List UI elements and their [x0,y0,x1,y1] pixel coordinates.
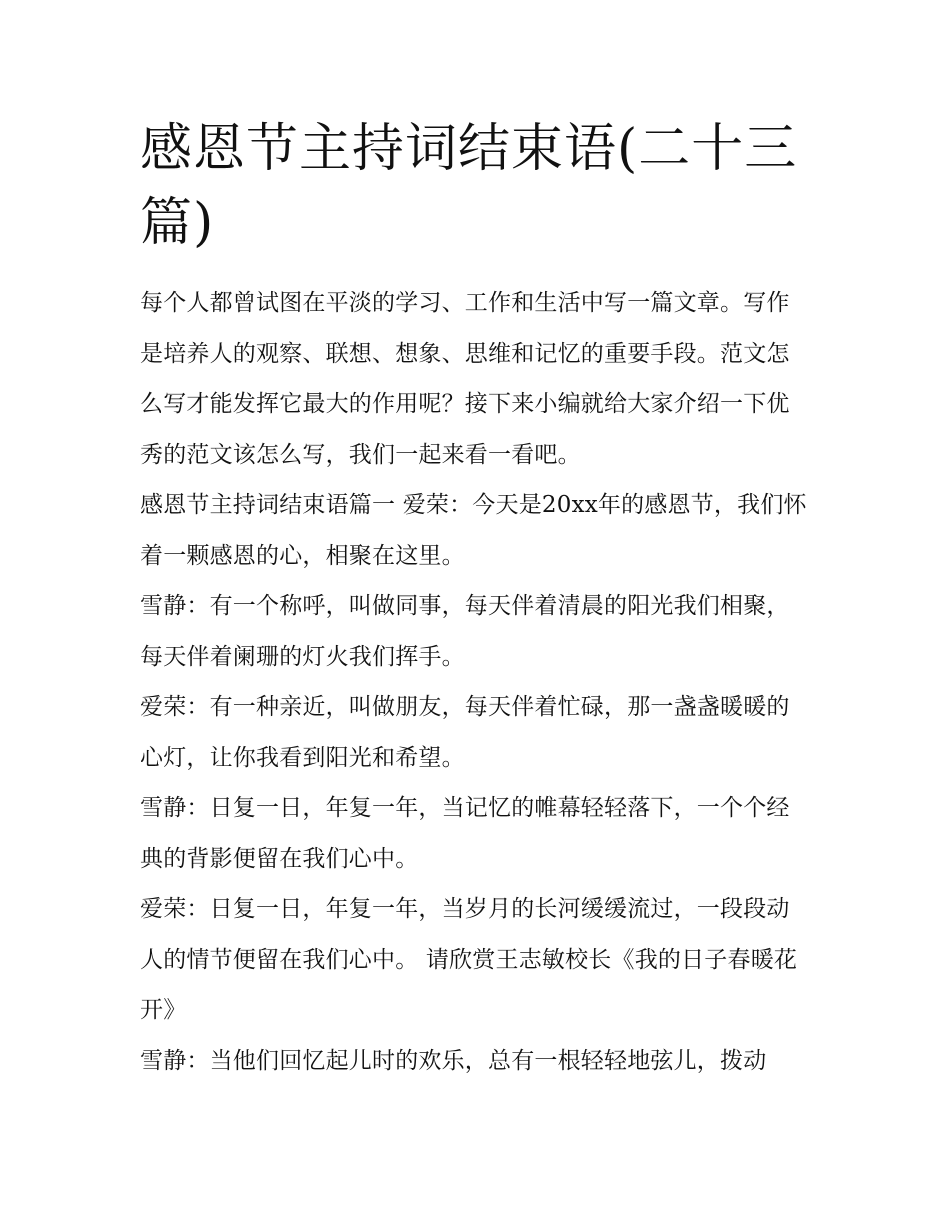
paragraph-intro: 每个人都曾试图在平淡的学习、工作和生活中写一篇文章。写作是培养人的观察、联想、想象、思维和记忆的重要手段。范文怎么写才能发挥它最大的作用呢？接下来小编就给大家介绍一下优秀的范文该怎么写，我们一起来看一看吧。 [140,290,790,468]
paragraph-dialogue: 雪静：日复一日，年复一年，当记忆的帷幕轻轻落下，一个个经典的背影便留在我们心中。 [140,795,790,872]
paragraph-dialogue: 雪静：有一个称呼，叫做同事，每天伴着清晨的阳光我们相聚，每天伴着阑珊的灯火我们挥手。 [140,593,790,670]
document-body [140,278,812,1086]
paragraph-dialogue: 爱荣：日复一日，年复一年，当岁月的长河缓缓流过，一段段动人的情节便留在我们心中。 请欣赏王志敏校长《我的日子春暖花开》 [140,896,798,1023]
paragraph-dialogue: 雪静：当他们回忆起儿时的欢乐，总有一根轻轻地弦儿，拨动 [140,1047,767,1074]
paragraph-dialogue: 爱荣：有一种亲近，叫做朋友，每天伴着忙碌，那一盏盏暖暖的心灯，让你我看到阳光和希望。 [140,694,790,771]
paragraph-opening: 感恩节主持词结束语篇一 爱荣：今天是20xx年的感恩节，我们怀着一颗感恩的心，相聚在这里。 [140,492,807,569]
document-title: 感恩节主持词结束语(二十三篇) [140,119,798,253]
